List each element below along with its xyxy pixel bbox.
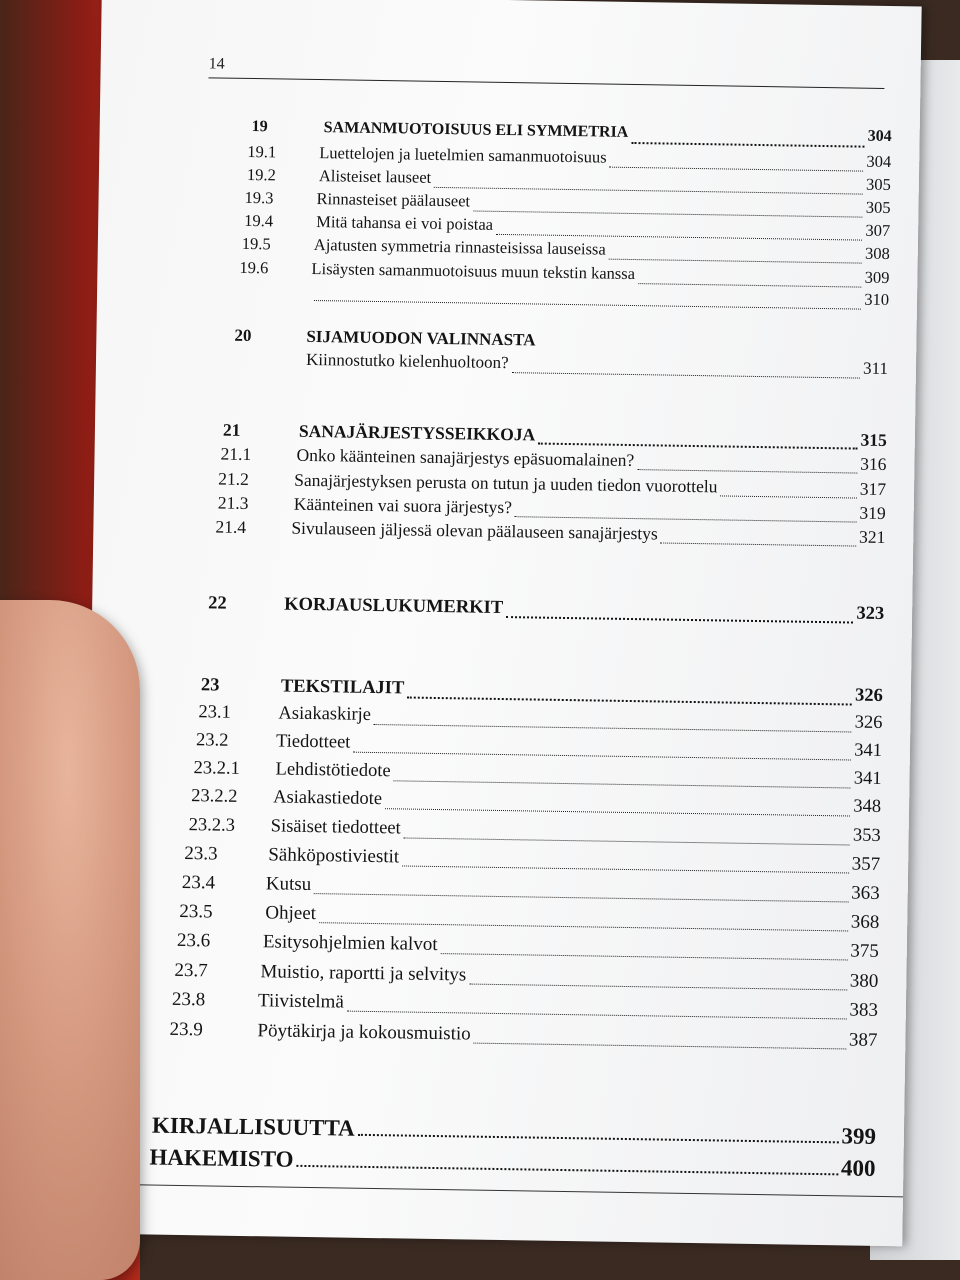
toc-title: Kutsu	[265, 873, 312, 896]
toc-number	[234, 364, 306, 365]
toc-leader-dots	[440, 953, 847, 960]
toc-title: SIJAMUODON VALINNASTA	[306, 326, 536, 350]
toc-page: 380	[849, 970, 879, 992]
toc-page: 399	[841, 1123, 877, 1149]
toc-leader-dots	[347, 1011, 847, 1020]
toc-page: 387	[848, 1029, 878, 1051]
toc-title: Sisäiset tiedotteet	[270, 816, 401, 839]
toc-leader-dots	[609, 259, 862, 264]
toc-row	[169, 1019, 877, 1056]
toc-number	[239, 295, 311, 296]
toc-number: 23	[200, 675, 220, 696]
toc-title: Sähköpostiviestit	[268, 844, 400, 868]
toc-row	[152, 1113, 876, 1150]
toc-leader-dots	[404, 837, 850, 845]
toc-number: 23.5	[179, 900, 213, 923]
toc-title: Sanajärjestyksen perusta on tutun ja uuden tiedon vuorottelu	[294, 469, 718, 497]
toc-leader-dots	[511, 372, 860, 378]
toc-leader-dots	[296, 1165, 837, 1176]
toc-title: Esitysohjelmien kalvot	[262, 931, 438, 956]
toc-number: 23.9	[169, 1018, 203, 1041]
toc-leader-dots	[720, 495, 856, 498]
toc-leader-dots	[314, 300, 861, 310]
toc-page: 321	[858, 526, 886, 548]
toc-page: 326	[854, 712, 883, 733]
toc-page: 341	[853, 768, 882, 789]
toc-number: 23.3	[184, 843, 218, 865]
toc-page: 341	[854, 740, 883, 761]
toc-title: Muistio, raportti ja selvitys	[260, 961, 467, 986]
toc-page: 317	[859, 478, 887, 500]
toc-number: 22	[208, 593, 227, 614]
toc-number: 23.1	[198, 702, 232, 723]
toc-page: 310	[864, 289, 890, 310]
thumb	[0, 600, 140, 1280]
toc-title: Sivulauseen jäljessä olevan päälauseen sanajärjestys	[291, 517, 658, 544]
toc-number: 19.1	[247, 141, 277, 162]
toc-title: Mitä tahansa ei voi poistaa	[316, 212, 494, 234]
toc-page: 353	[852, 825, 881, 846]
toc-number: 19.4	[244, 210, 274, 231]
toc-page: 400	[840, 1155, 876, 1181]
toc-title: Kiinnostutko kielenhuoltoon?	[305, 349, 509, 373]
toc-title: Pöytäkirja ja kokousmuistio	[257, 1020, 471, 1045]
page-number: 14	[208, 55, 225, 73]
toc-title: Lehdistötiedote	[275, 759, 391, 782]
toc-row	[149, 1145, 875, 1182]
toc-number: 23.7	[174, 959, 208, 982]
toc-number: 23.2.1	[193, 758, 241, 779]
toc-number: 19.5	[241, 233, 271, 254]
header-rule	[208, 77, 884, 89]
toc-page: 315	[860, 429, 888, 451]
toc-number: 19.6	[239, 257, 269, 278]
footer-rule	[83, 1183, 903, 1197]
toc-leader-dots	[353, 752, 851, 761]
toc-page: 357	[851, 853, 881, 875]
toc-page: 304	[866, 151, 892, 172]
toc-leader-dots	[474, 1043, 846, 1050]
toc-leader-dots	[661, 542, 856, 546]
toc-page: 311	[862, 358, 889, 379]
toc-page: 316	[860, 453, 887, 475]
toc-leader-dots	[506, 616, 853, 623]
table-of-contents	[102, 0, 922, 1181]
toc-leader-dots	[358, 1134, 839, 1144]
toc-page: 305	[865, 197, 891, 218]
toc-leader-dots	[394, 780, 851, 788]
toc-row	[208, 593, 884, 630]
toc-title: Tiedotteet	[275, 731, 351, 753]
toc-title: Lisäysten samanmuotoisuus muun tekstin kanssa	[311, 258, 636, 284]
toc-page: 383	[849, 999, 879, 1021]
toc-number: 21.2	[218, 468, 249, 490]
toc-page: 375	[850, 940, 880, 962]
toc-title: Ajatusten symmetria rinnasteisissa lauseissa	[313, 234, 606, 259]
toc-title: HAKEMISTO	[149, 1144, 294, 1172]
toc-number: 21	[222, 419, 241, 440]
toc-number: 19.3	[244, 187, 274, 208]
toc-title: KIRJALLISUUTTA	[151, 1112, 355, 1141]
toc-title: Luettelojen ja luetelmien samanmuotoisuus	[319, 143, 607, 167]
toc-number: 21.1	[220, 443, 252, 465]
toc-title: SANAJÄRJESTYSSEIKKOJA	[298, 420, 536, 445]
toc-page: 368	[850, 911, 880, 933]
book-page	[82, 0, 921, 1246]
toc-number: 21.4	[215, 516, 247, 537]
toc-number: 20	[234, 325, 252, 346]
toc-leader-dots	[631, 142, 864, 148]
toc-title: Asiakaskirje	[278, 703, 372, 725]
toc-leader-dots	[402, 865, 849, 873]
toc-leader-dots	[374, 724, 852, 733]
toc-title: TEKSTILAJIT	[280, 676, 405, 699]
toc-number: 23.2.2	[191, 786, 238, 807]
toc-title: Ohjeet	[265, 902, 317, 925]
toc-number: 19.2	[246, 164, 276, 185]
toc-page: 319	[859, 502, 886, 524]
toc-title: SAMANMUOTOISUUS ELI SYMMETRIA	[323, 119, 629, 141]
toc-number: 19	[251, 118, 268, 136]
toc-page: 348	[853, 796, 882, 817]
toc-page: 305	[865, 174, 892, 195]
toc-leader-dots	[319, 922, 848, 931]
toc-page: 309	[864, 267, 890, 288]
toc-title: Onko käänteinen sanajärjestys epäsuomalainen?	[296, 444, 635, 471]
toc-title: Alisteiset lauseet	[318, 166, 432, 187]
toc-title: Asiakastiedote	[273, 787, 383, 810]
toc-leader-dots	[407, 697, 852, 706]
toc-title: Käänteinen vai suora järjestys?	[293, 493, 513, 518]
toc-title: Tiivistelmä	[257, 990, 345, 1013]
toc-page: 326	[854, 685, 884, 706]
toc-page: 308	[864, 243, 890, 264]
toc-title: KORJAUSLUKUMERKIT	[284, 594, 504, 619]
toc-page: 304	[867, 127, 892, 146]
toc-leader-dots	[469, 984, 847, 991]
toc-page: 323	[856, 603, 885, 625]
toc-leader-dots	[314, 893, 848, 902]
toc-number: 23.2	[195, 730, 229, 751]
toc-number: 21.3	[217, 492, 249, 514]
toc-page: 363	[851, 882, 880, 904]
toc-number: 23.2.3	[188, 815, 236, 836]
toc-number: 23.8	[171, 988, 206, 1011]
toc-leader-dots	[385, 808, 850, 816]
toc-number: 23.4	[181, 872, 216, 894]
toc-title: Rinnasteiset päälauseet	[316, 189, 471, 211]
toc-leader-dots	[637, 469, 857, 473]
toc-page: 307	[865, 220, 891, 241]
toc-number: 23.6	[176, 929, 211, 952]
